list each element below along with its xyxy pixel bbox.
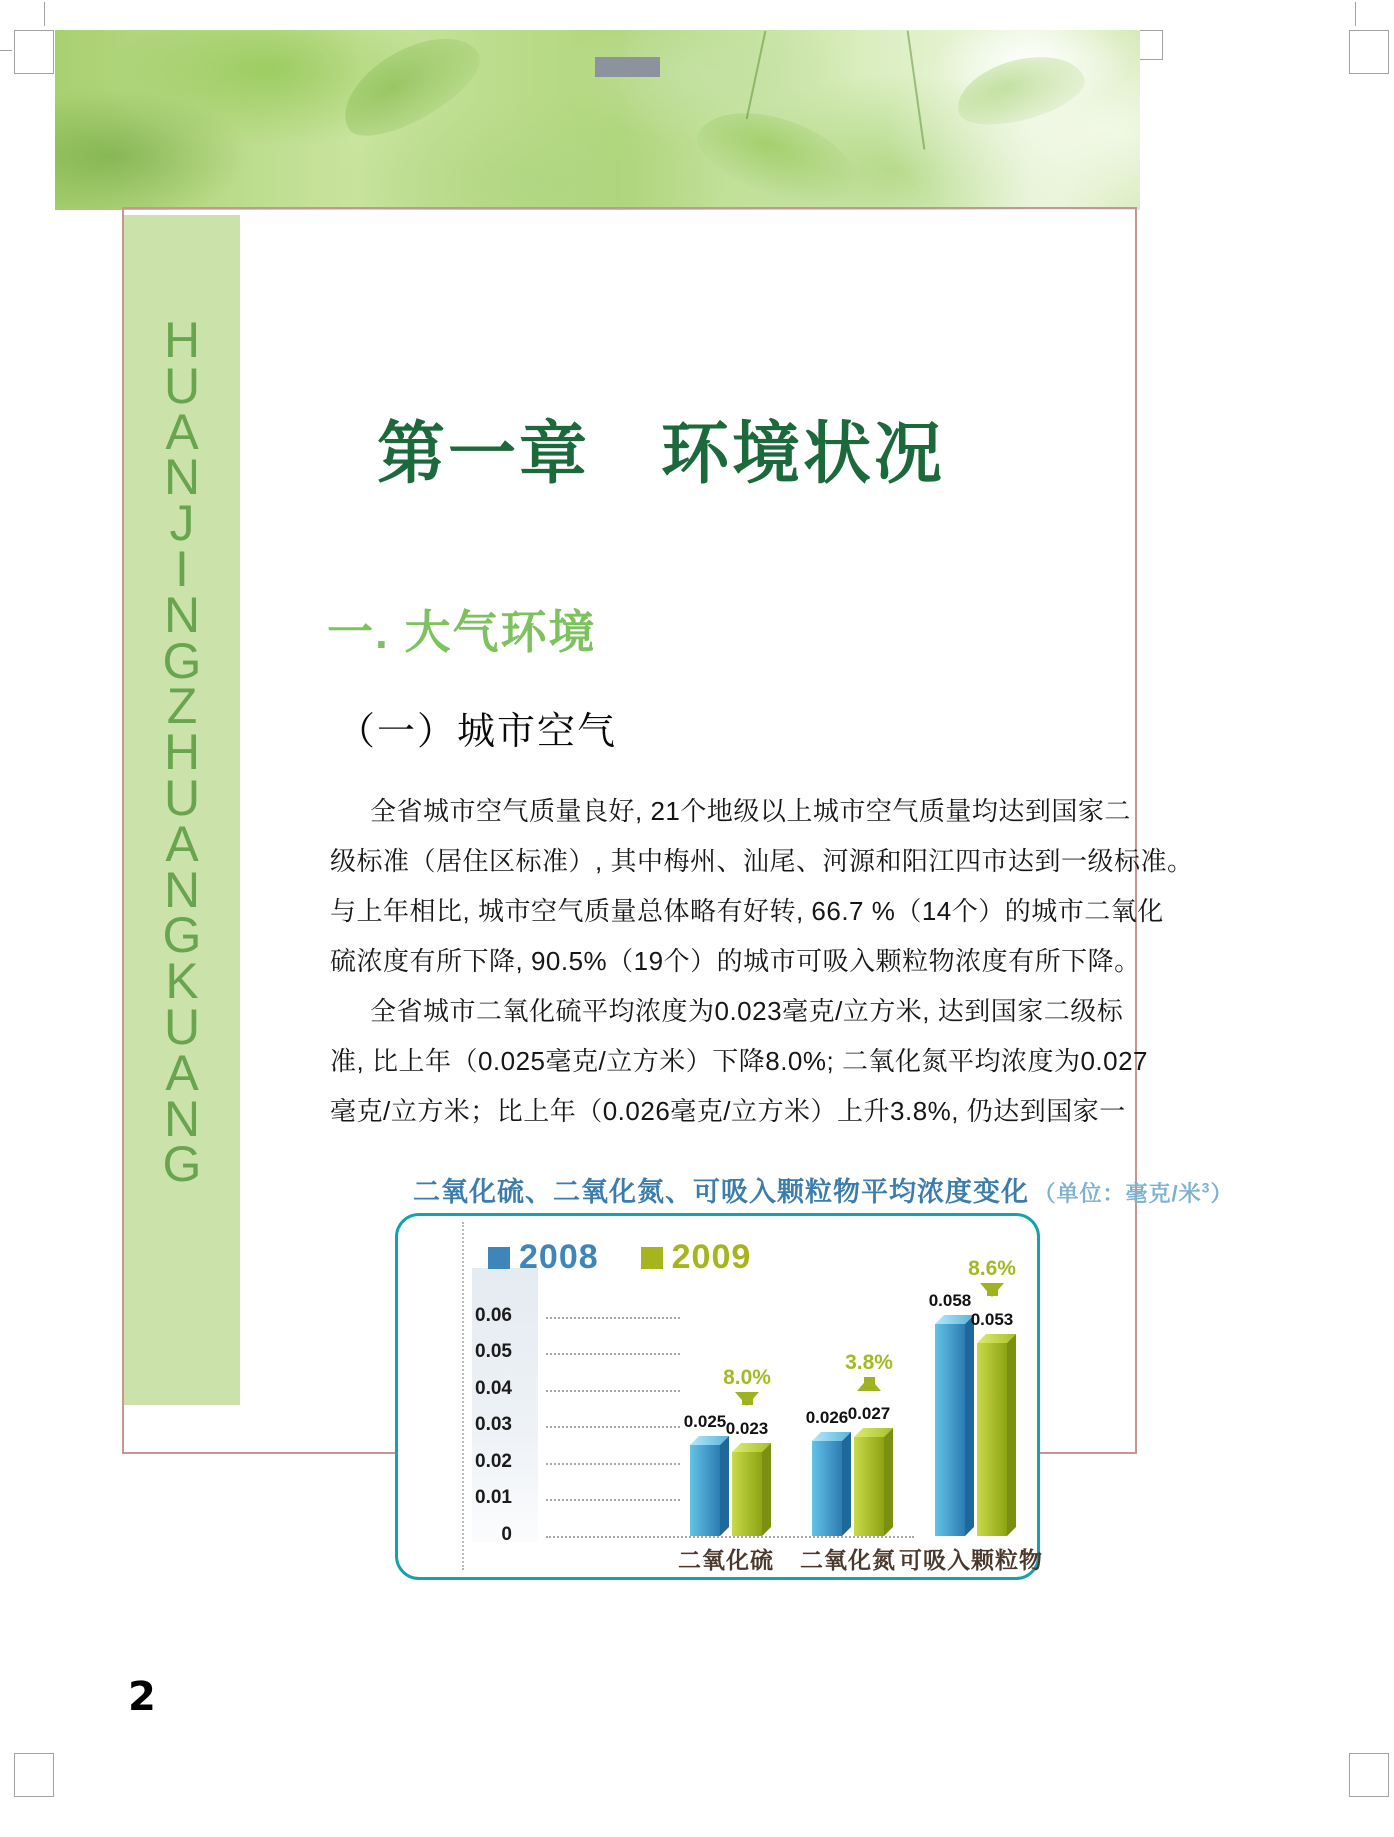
y-axis-tick-label: 0.04 <box>475 1378 512 1399</box>
sidebar-letter: G <box>162 1136 202 1193</box>
chart-title <box>413 1170 1233 1209</box>
page-number: 2 <box>128 1674 156 1720</box>
bar-front-face <box>812 1441 842 1536</box>
crop-mark-tick <box>0 50 12 51</box>
body-line: 级标准（居住区标准）, 其中梅州、汕尾、河源和阳江四市达到一级标准。 <box>330 846 1194 876</box>
body-line: 与上年相比, 城市空气质量总体略有好转, 66.7 %（14个）的城市二氧化 <box>330 896 1164 926</box>
bar-front-face <box>732 1452 762 1536</box>
chart-unit-label: （单位：毫克/米$^3$） <box>1033 1179 1234 1206</box>
y-axis-tick-label: 0 <box>501 1524 512 1545</box>
arrow-stem <box>864 1377 875 1390</box>
gridline <box>546 1499 680 1501</box>
arrow-stem <box>987 1283 998 1296</box>
leaf-shape <box>949 44 1090 136</box>
bar-2009-可吸入颗粒物 <box>977 1343 1007 1536</box>
gridline <box>546 1390 680 1392</box>
body-text <box>330 786 1194 1136</box>
sidebar-letter: G <box>162 907 202 964</box>
sidebar-letter: N <box>163 449 201 506</box>
concentration-bar-chart <box>395 1213 1043 1580</box>
leaf-shape <box>687 93 872 210</box>
bar-front-face <box>854 1437 884 1536</box>
gridline <box>546 1353 680 1355</box>
sidebar-letter: U <box>163 357 201 414</box>
sidebar-letter: N <box>163 586 201 643</box>
arrow-stem <box>742 1392 753 1405</box>
chart-plot-area <box>398 1216 1043 1577</box>
section-title: 一. 大气环境 <box>327 606 597 658</box>
sidebar-letter: A <box>165 815 199 872</box>
crop-mark-bottom-right <box>1349 1753 1389 1797</box>
bar-front-face <box>935 1324 965 1536</box>
bar-value-label: 0.023 <box>725 1419 769 1438</box>
sidebar-letter: Z <box>166 678 198 735</box>
sidebar-letter: A <box>165 403 199 460</box>
sidebar-letter: U <box>163 998 201 1055</box>
gridline <box>546 1536 914 1538</box>
down-arrow-icon <box>735 1392 759 1406</box>
bar-2008-二氧化氮 <box>812 1441 842 1536</box>
y-axis-tick-label: 0.06 <box>475 1305 512 1326</box>
body-line: 全省城市二氧化硫平均浓度为0.023毫克/立方米, 达到国家二级标 <box>370 996 1124 1026</box>
legend-label-2008: 2008 <box>519 1238 599 1276</box>
bar-side-face <box>762 1443 771 1536</box>
crop-mark-top-right <box>1349 30 1389 74</box>
y-axis-tick-label: 0.01 <box>475 1487 512 1508</box>
crop-mark-top-left <box>14 30 54 74</box>
percent-change-label: 8.0% <box>723 1366 771 1389</box>
bar-side-face <box>965 1315 974 1536</box>
bar-value-label: 0.026 <box>805 1408 849 1427</box>
down-arrow-icon <box>980 1283 1004 1297</box>
sidebar-letter: H <box>163 724 201 781</box>
body-line: 准, 比上年（0.025毫克/立方米）下降8.0%; 二氧化氮平均浓度为0.027 <box>330 1046 1149 1076</box>
bar-side-face <box>842 1432 851 1536</box>
leaf-stem <box>746 31 767 119</box>
header-leaf-banner <box>55 30 1140 210</box>
category-label: 二氧化硫 <box>678 1547 774 1573</box>
y-axis-tick-label: 0.02 <box>475 1451 512 1472</box>
bar-2009-二氧化氮 <box>854 1437 884 1536</box>
bar-value-label: 0.058 <box>928 1291 972 1310</box>
chapter-title: 第一章 环境状况 <box>377 416 946 492</box>
sidebar-letter: J <box>169 495 195 552</box>
bar-2008-二氧化硫 <box>690 1445 720 1536</box>
banner-gray-block <box>595 57 660 77</box>
leaf-stem <box>907 30 926 149</box>
gridline <box>546 1426 680 1428</box>
crop-mark-tick <box>1355 2 1356 26</box>
sidebar-letter: N <box>163 861 201 918</box>
category-label: 二氧化氮 <box>800 1547 896 1573</box>
bar-value-label: 0.027 <box>847 1404 891 1423</box>
percent-change-label: 3.8% <box>845 1351 893 1374</box>
bar-2008-可吸入颗粒物 <box>935 1324 965 1536</box>
bar-value-label: 0.053 <box>970 1310 1014 1329</box>
body-line: 硫浓度有所下降, 90.5%（19个）的城市可吸入颗粒物浓度有所下降。 <box>330 946 1141 976</box>
bar-value-label: 0.025 <box>683 1412 727 1431</box>
sidebar-letter: A <box>165 1044 199 1101</box>
sidebar-letter: H <box>163 312 201 368</box>
subsection-title: （一）城市空气 <box>337 711 618 753</box>
sidebar-letter: N <box>163 1090 201 1147</box>
crop-mark-bottom-left <box>14 1753 54 1797</box>
chart-title-main: 二氧化硫、二氧化氮、可吸入颗粒物平均浓度变化 <box>413 1177 1029 1207</box>
sidebar-letter: G <box>162 632 202 689</box>
bar-2009-二氧化硫 <box>732 1452 762 1536</box>
bar-front-face <box>690 1445 720 1536</box>
bar-side-face <box>720 1436 729 1536</box>
up-arrow-icon <box>857 1377 881 1391</box>
sidebar-letter: K <box>165 953 199 1010</box>
crop-mark-tick <box>44 2 45 26</box>
y-axis-tick-label: 0.03 <box>475 1414 512 1435</box>
gridline <box>546 1317 680 1319</box>
sidebar-vertical-text <box>124 312 240 1193</box>
bar-side-face <box>1007 1334 1016 1536</box>
bar-side-face <box>884 1428 893 1536</box>
percent-change-label: 8.6% <box>968 1257 1016 1280</box>
y-axis-tick-label: 0.05 <box>475 1341 512 1362</box>
sidebar-letter: I <box>175 540 189 597</box>
bar-front-face <box>977 1343 1007 1536</box>
body-line: 全省城市空气质量良好, 21个地级以上城市空气质量均达到国家二 <box>370 796 1131 826</box>
sidebar-letter: U <box>163 769 201 826</box>
body-line: 毫克/立方米；比上年（0.026毫克/立方米）上升3.8%, 仍达到国家一 <box>330 1096 1126 1126</box>
legend-label-2009: 2009 <box>671 1238 752 1276</box>
category-label: 可吸入颗粒物 <box>899 1547 1043 1573</box>
leaf-shape <box>328 30 493 153</box>
gridline <box>546 1463 680 1465</box>
